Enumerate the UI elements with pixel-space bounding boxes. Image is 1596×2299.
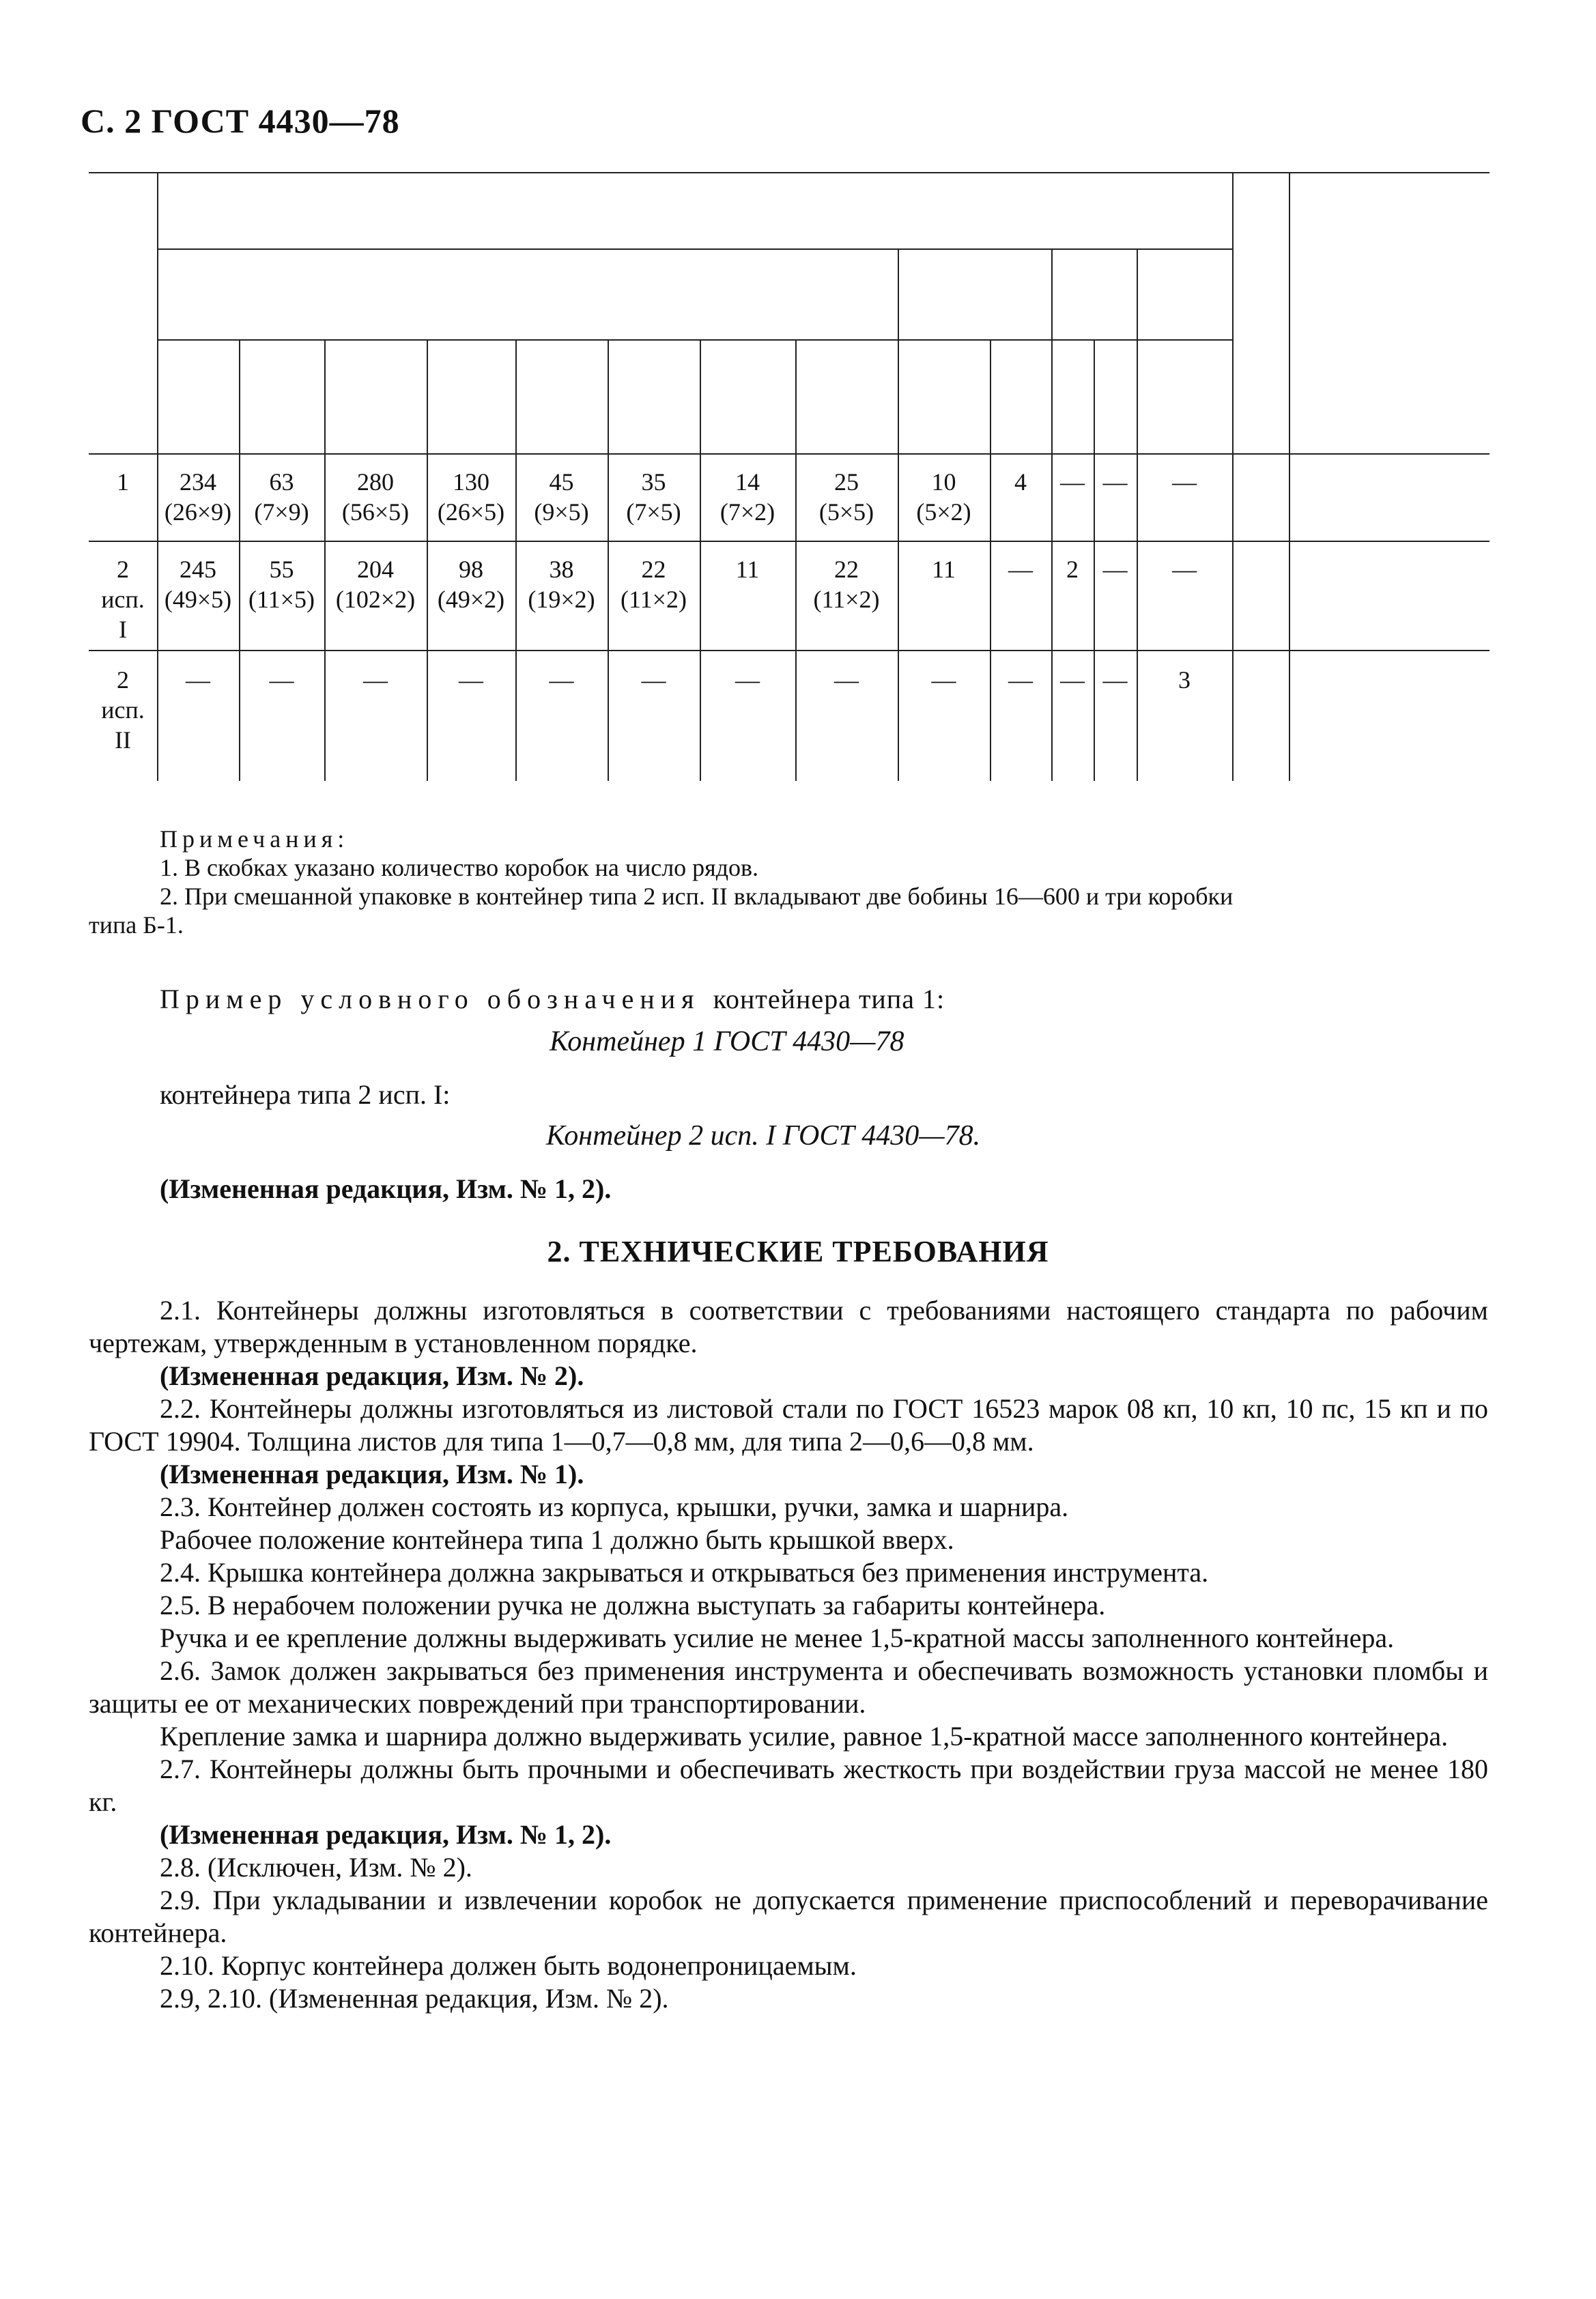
cell-line: 280 [357, 468, 394, 496]
cell-line: — [1008, 666, 1033, 694]
table-vrule [1137, 248, 1138, 781]
paragraph: 2.9. При укладывании и извлечении коробок не допускается применение приспособлений и переворачивание контейнера. [89, 1885, 1488, 1948]
cell-line: 130 [453, 468, 489, 496]
paragraph: 2.2. Контейнеры должны изготовляться из листовой стали по ГОСТ 16523 марок 08 кп, 10 кп, 10 пс, 15 кп и по ГОСТ 19904. Толщина листов для типа 1—0,7—0,8 мм, для типа 2—0,6—0,8 мм. [89, 1393, 1488, 1457]
capacity-table [89, 172, 1490, 781]
note-2: 2. При смешанной упаковке в контейнер типа 2 исп. II вкладывают две бобины 16—600 и три коробки [160, 883, 1234, 910]
cell-line: 10 [931, 468, 956, 496]
cell-line: 2 [1066, 556, 1079, 583]
example-2: Контейнер 2 исп. I ГОСТ 4430—78. [546, 1120, 981, 1152]
cell-line: — [269, 666, 294, 694]
cell-line: — [1060, 468, 1085, 496]
cell-line: — [1172, 556, 1197, 583]
paragraph: 2.1. Контейнеры должны изготовляться в соответствии с требованиями настоящего стандарта по рабочим чертежам, утвержденным в установленном порядке. [89, 1295, 1488, 1358]
table-cell [898, 665, 990, 695]
cell-line: — [1008, 556, 1033, 583]
cell-line: (19×2) [528, 586, 595, 613]
paragraph: 2.10. Корпус контейнера должен быть водонепроницаемым. [160, 1950, 857, 1981]
cell-line: 45 [549, 468, 574, 496]
paragraph: Крепление замка и шарнира должно выдерживать усилие, равное 1,5-кратной массе заполненного контейнера. [160, 1721, 1449, 1752]
table-cell [515, 665, 608, 695]
paragraph: (Измененная редакция, Изм. № 1). [160, 1459, 584, 1489]
table-cell [1094, 554, 1137, 584]
cell-line: — [549, 666, 574, 694]
table-cell [1051, 665, 1094, 695]
paragraph: 2.4. Крышка контейнера должна закрываться и открываться без применения инструмента. [160, 1557, 1209, 1588]
table-cell [795, 467, 898, 527]
cell-line: — [931, 666, 956, 694]
table-cell [427, 467, 515, 527]
table-vrule [1232, 172, 1234, 781]
table-cell [700, 554, 795, 584]
table-cell [324, 665, 427, 695]
cell-line: (7×9) [254, 498, 309, 526]
example-1: Контейнер 1 ГОСТ 4430—78 [550, 1026, 904, 1057]
table-cell [990, 467, 1051, 497]
row-type [89, 467, 157, 497]
table-cell [608, 467, 700, 527]
page-header: С. 2 ГОСТ 4430—78 [81, 102, 400, 140]
cell-line: 25 [834, 468, 859, 496]
paragraph: 2.7. Контейнеры должны быть прочными и обеспечивать жесткость при воздействии груза массой не менее 180 кг. [89, 1754, 1488, 1817]
cell-line: (9×5) [534, 498, 589, 526]
notes-title: Примечания: [160, 825, 350, 853]
cell-line: (26×9) [164, 498, 232, 526]
cell-line: 234 [180, 468, 216, 496]
cell-line: — [1102, 468, 1128, 496]
cell-line: 22 [834, 556, 859, 583]
row-type-line: исп. [101, 696, 145, 724]
table-cell [990, 554, 1051, 584]
paragraph: 2.9, 2.10. (Измененная редакция, Изм. № 2). [160, 1983, 669, 2014]
table-cell [515, 554, 608, 614]
table-cell [1137, 467, 1232, 497]
table-cell [608, 554, 700, 614]
table-cell [1051, 554, 1094, 584]
table-cell [898, 554, 990, 584]
cell-line: — [735, 666, 760, 694]
row-type-line: I [119, 616, 127, 643]
example-intro [160, 983, 945, 1015]
table-cell [795, 665, 898, 695]
cell-line: 35 [641, 468, 666, 496]
paragraph: (Измененная редакция, Изм. № 2). [160, 1360, 584, 1391]
cell-line: 38 [549, 556, 574, 583]
cell-line: (5×5) [818, 498, 874, 526]
example-intro-2: контейнера типа 2 исп. I: [160, 1079, 451, 1110]
table-rule [89, 650, 1490, 651]
cell-line: 22 [641, 556, 666, 583]
cell-line: — [1102, 556, 1128, 583]
cell-line: 55 [269, 556, 294, 583]
cell-line: (49×5) [164, 586, 232, 613]
row-type [89, 665, 157, 755]
table-cell [1094, 467, 1137, 497]
cell-line: 11 [735, 556, 760, 583]
cell-line: — [1102, 666, 1128, 694]
table-cell [1137, 665, 1232, 695]
paragraph: 2.6. Замок должен закрываться без применения инструмента и обеспечивать возможность установки пломбы и защиты ее от механических повреждений при транспортировании. [89, 1655, 1488, 1719]
table-rule [157, 339, 1232, 341]
cell-line: (7×5) [626, 498, 681, 526]
table-cell [157, 554, 239, 614]
paragraph: 2.5. В нерабочем положении ручка не должна выступать за габариты контейнера. [160, 1590, 1106, 1620]
table-rule [157, 248, 1232, 250]
cell-line: — [459, 666, 483, 694]
notes-block [89, 825, 1477, 939]
row-type-line: II [115, 726, 131, 754]
row-type [89, 554, 157, 644]
table-cell [324, 554, 427, 614]
paragraph: 2.8. (Исключен, Изм. № 2). [160, 1852, 472, 1883]
paragraph: (Измененная редакция, Изм. № 1, 2). [160, 1819, 612, 1850]
cell-line: — [1172, 468, 1197, 496]
requirements-body [89, 1294, 1488, 2015]
cell-line: (102×2) [335, 586, 416, 613]
cell-line: (49×2) [437, 586, 505, 613]
table-cell [700, 665, 795, 695]
table-cell [1137, 554, 1232, 584]
cell-line: — [641, 666, 666, 694]
cell-line: (5×2) [916, 498, 971, 526]
row-type-line: 1 [117, 468, 129, 496]
cell-line: 4 [1014, 468, 1027, 496]
table-cell [427, 665, 515, 695]
table-cell [700, 467, 795, 527]
table-cell [515, 467, 608, 527]
table-rule-header-bottom [89, 453, 1490, 455]
table-vrule [1289, 172, 1290, 781]
cell-line: — [1060, 666, 1085, 694]
table-rule [89, 541, 1490, 542]
table-cell [239, 554, 324, 614]
example-revision: (Измененная редакция, Изм. № 1, 2). [160, 1173, 612, 1204]
table-cell [157, 467, 239, 527]
cell-line: — [186, 666, 210, 694]
cell-line: 11 [932, 556, 956, 583]
table-cell [795, 554, 898, 614]
section-title: 2. ТЕХНИЧЕСКИЕ ТРЕБОВАНИЯ [547, 1235, 1049, 1268]
cell-line: 98 [459, 556, 483, 583]
cell-line: 3 [1178, 666, 1191, 694]
note-1: 1. В скобках указано количество коробок на число рядов. [160, 854, 759, 881]
paragraph: 2.3. Контейнер должен состоять из корпуса, крышки, ручки, замка и шарнира. [160, 1491, 1069, 1522]
paragraph: Ручка и ее крепление должны выдерживать усилие не менее 1,5-кратной массы заполненного контейнера. [160, 1623, 1395, 1653]
table-cell [1051, 467, 1094, 497]
cell-line: — [363, 666, 388, 694]
cell-line: (56×5) [341, 498, 410, 526]
cell-line: (11×2) [621, 586, 687, 613]
table-cell [1094, 665, 1137, 695]
table-cell [898, 467, 990, 527]
row-type-line: 2 [117, 556, 129, 583]
table-cell [157, 665, 239, 695]
cell-line: (26×5) [437, 498, 505, 526]
table-vrule [1051, 248, 1053, 781]
cell-line: 245 [180, 556, 216, 583]
table-cell [239, 467, 324, 527]
cell-line: 204 [357, 556, 394, 583]
cell-line: (11×5) [248, 586, 315, 613]
table-cell [990, 665, 1051, 695]
cell-line: 14 [735, 468, 760, 496]
table-cell [239, 665, 324, 695]
row-type-line: исп. [101, 586, 145, 613]
table-cell [427, 554, 515, 614]
cell-line: (7×2) [719, 498, 775, 526]
row-type-line: 2 [117, 666, 129, 694]
table-cell [608, 665, 700, 695]
table-cell [324, 467, 427, 527]
example-intro-tail: контейнера типа 1: [713, 984, 945, 1014]
example-intro-spaced: Пример условного обозначения [160, 984, 700, 1014]
cell-line: 63 [269, 468, 294, 496]
paragraph: Рабочее положение контейнера типа 1 должно быть крышкой вверх. [160, 1524, 954, 1555]
note-2-cont: типа Б-1. [89, 911, 184, 939]
cell-line: — [834, 666, 859, 694]
cell-line: (11×2) [813, 586, 880, 613]
table-rule-top [89, 172, 1490, 173]
